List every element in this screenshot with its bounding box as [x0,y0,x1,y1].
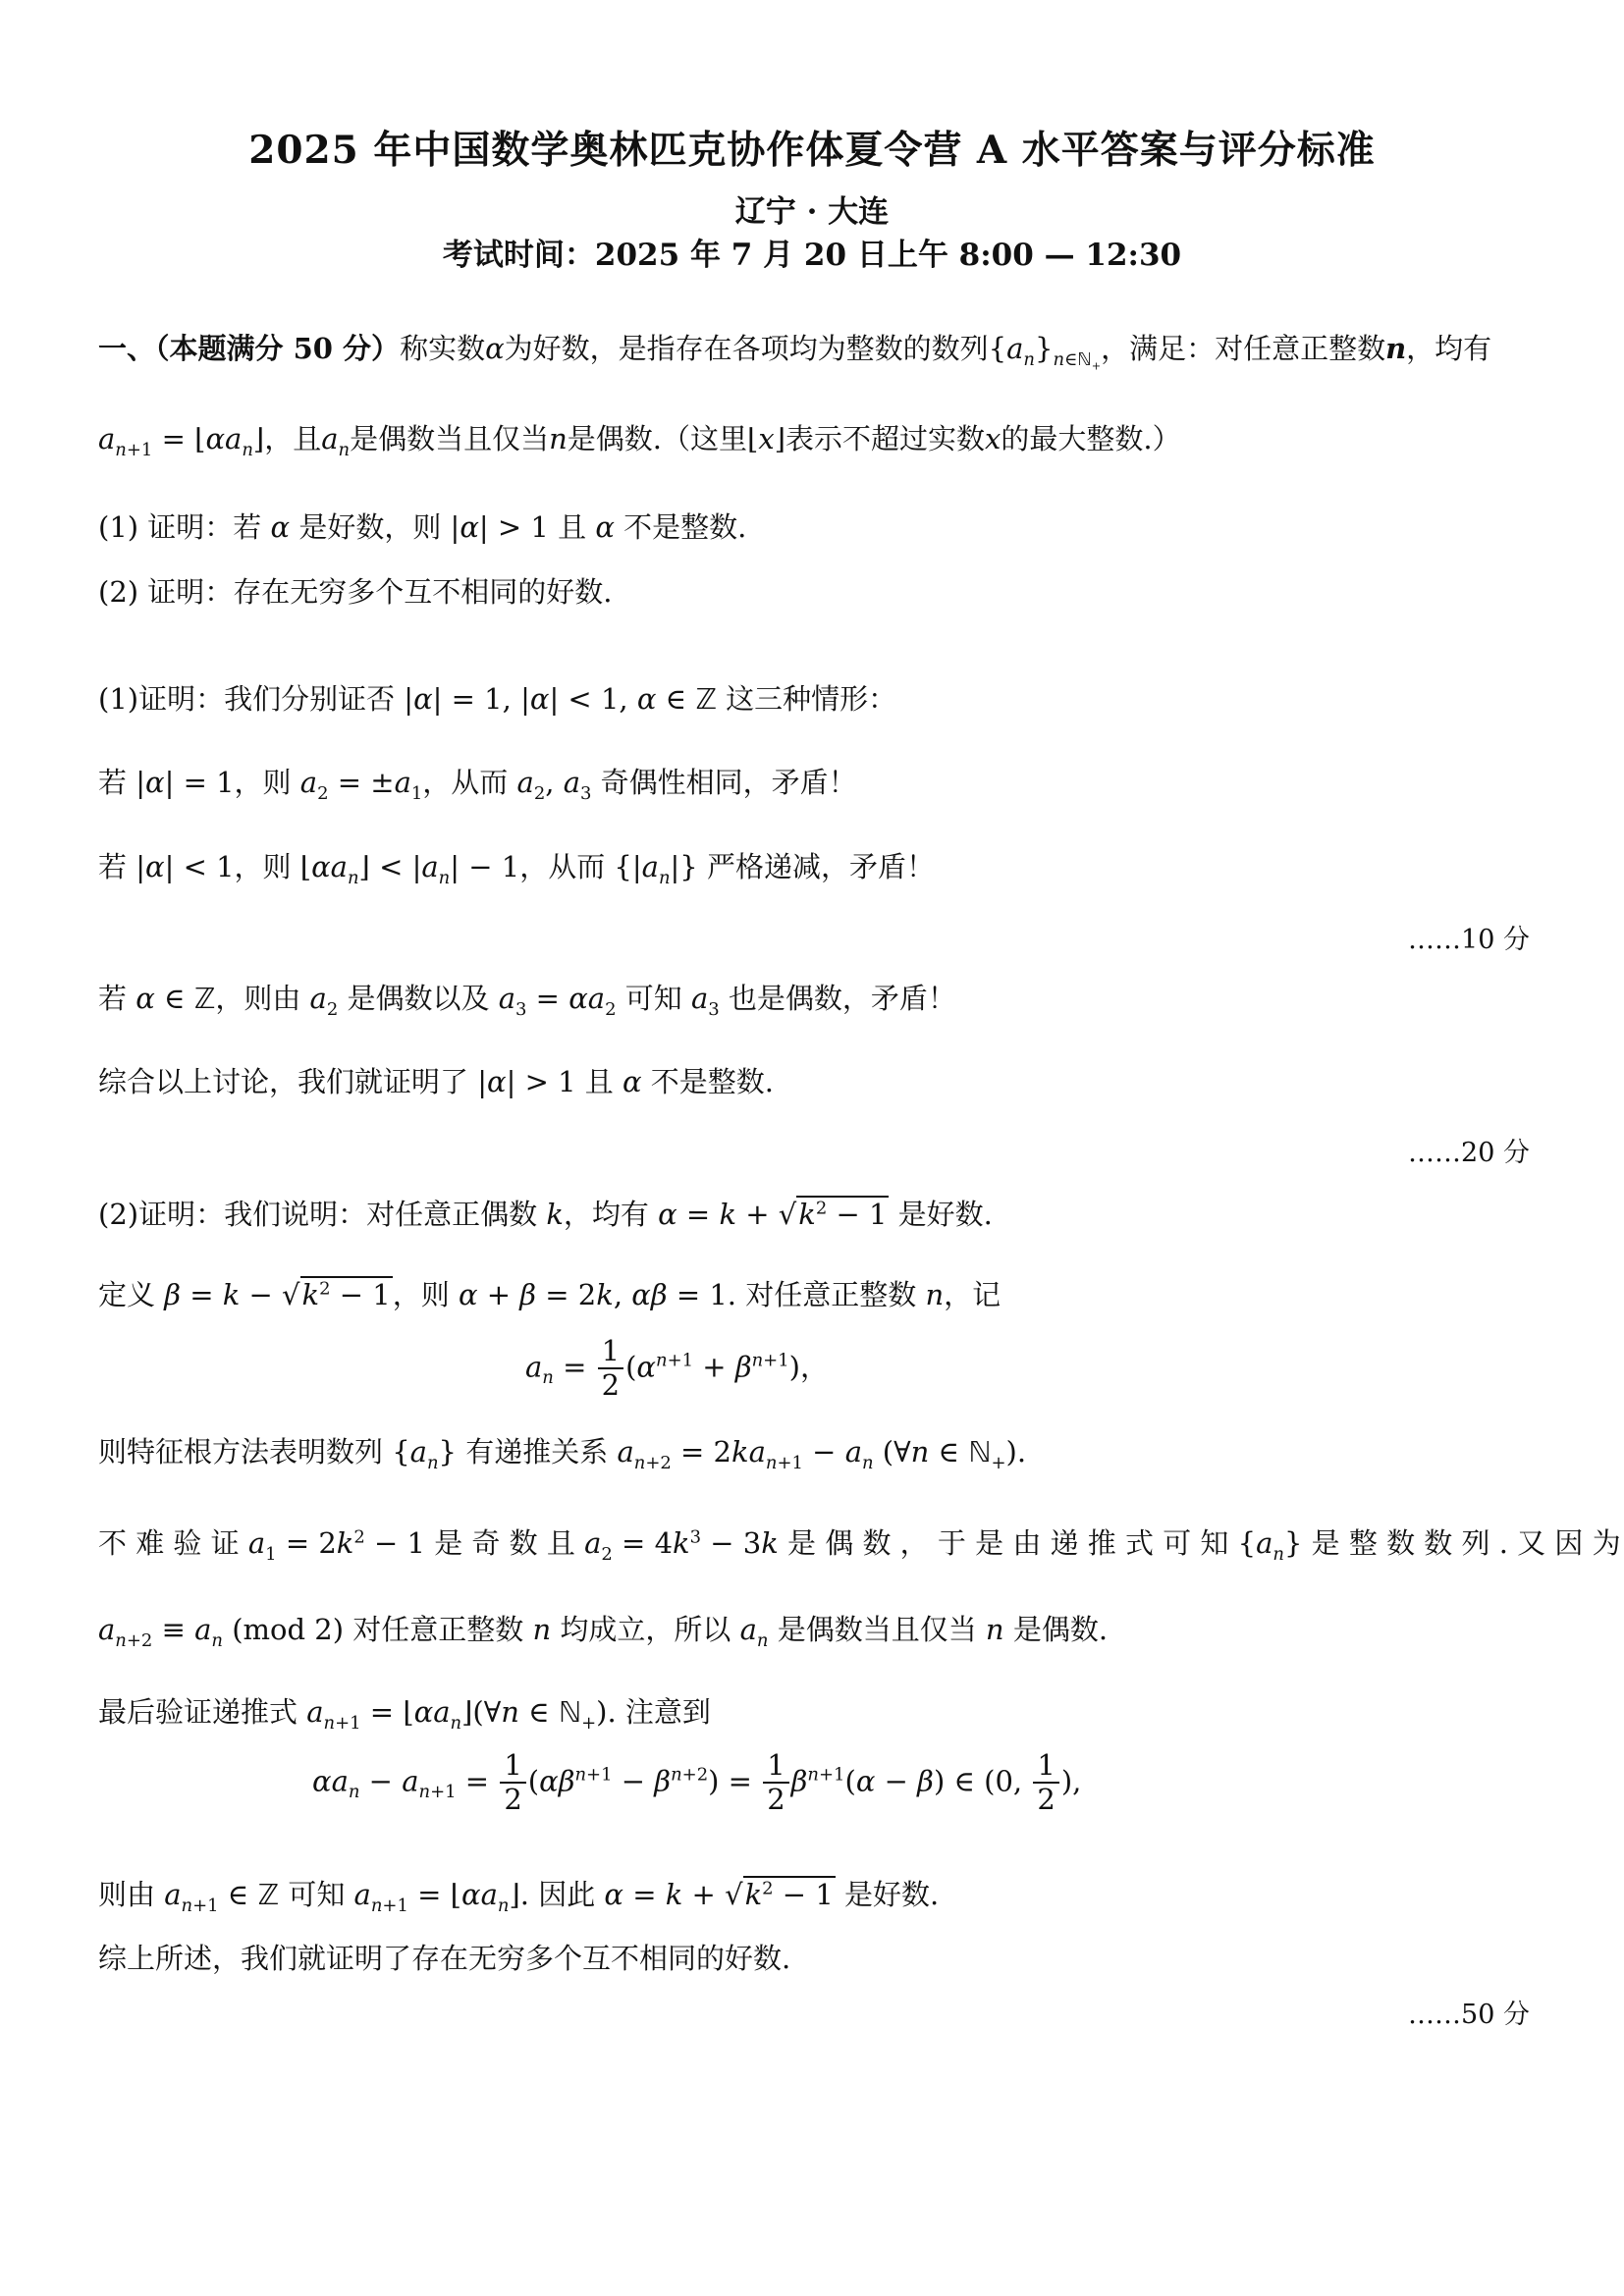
proof-1-intro: (1)证明：我们分别证否 |α| = 1, |α| < 1, α ∈ ℤ 这三种情形： [98,682,897,716]
proof-1-case-1: 若 |α| = 1，则 $a_2 = \pm a_1$，从而 $a_2$, $a_3$ 奇偶性相同，矛盾！ [98,766,857,804]
page-title: 2025 年中国数学奥林匹克协作体夏令营 A 水平答案与评分标准 [248,128,1376,173]
proof-2-final-verify: 最后验证递推式 $a_{n+1}$ = $⌊\alpha a_n⌋(\forall n$ ∈ ℕ$_+$). 注意到 [98,1695,711,1734]
exam-time: 考试时间：2025 年 7 月 20 日上午 8:00 — 12:30 [442,238,1182,273]
formula-an: $a_n$ = $\frac{1}{2}$ $(\alpha^{n+1} + \beta^{n+1})$， [525,1334,829,1403]
score-mark-50: ……50 分 [1408,2000,1530,2030]
proof-1-conclusion: 综合以上讨论，我们就证明了 |α| > 1 且 α 不是整数. [98,1065,775,1098]
proof-1-case-3: 若 α ∈ ℤ，则由 $a_2$ 是偶数以及 $a_3 = \alpha a_2$ 可知 $a_3$ 也是偶数，矛盾！ [98,982,956,1020]
proof-2-recurrence: 则特征根方法表明数列 $\{a_n\}$ 有递推关系 $a_{n+2} = 2ka_{n+1} - a_n$ (∀n ∈ ℕ$_+$). [98,1435,1027,1473]
part-2-statement: (2) 证明：存在无穷多个互不相同的好数. [98,575,613,609]
score-mark-20: ……20 分 [1408,1138,1530,1168]
proof-2-intro: (2)证明：我们说明：对任意正偶数 k，均有 $\alpha = k + √k^2 - 1$ 是好数. [98,1198,993,1231]
problem-heading: 一、（本题满分 50 分） [98,332,401,365]
proof-1-case-2: 若 |α| < 1，则 $⌊\alpha a_n⌋ < |a_n| - 1$，从而 $\{|a_n|\}$ 严格递减，矛盾！ [98,850,935,888]
part-1-statement: (1) 证明：若 α 是好数，则 |α| > 1 且 α 不是整数. [98,510,747,544]
problem-statement-line-2: $a_{n+1}$ = $⌊\alpha a_n⌋$，且$a_n$是偶数当且仅当n是偶数.（这里⌊x⌋表示不超过实数x的最大整数.） [98,422,1181,460]
proof-2-define-beta: 定义 $\beta = k - √k^2 - 1$，则 α + β = 2k, αβ = 1. 对任意正整数 n，记 [98,1278,1001,1311]
problem-statement-line-1: 一、（本题满分 50 分）称实数α为好数，是指存在各项均为整数的数列$\{a_n\}_{n\in ℕ_+}$，满足：对任意正整数n，均有 [98,332,1492,373]
formula-difference: $\alpha a_n - a_{n+1}$ = $\frac{1}{2}$ $(\alpha\beta^{n+1} - \beta^{n+2})$ = $\frac{1}{2}$ $\beta^{n+1}(\alpha - \beta)$ ∈ (0, $\frac{1}{2}$ ), [312,1748,1082,1817]
proof-2-conclusion: 综上所述，我们就证明了存在无穷多个互不相同的好数. [98,1942,791,1975]
proof-2-verify-line-1: 不 难 验 证 $a_1 = 2k^2 - 1$ 是 奇 数 且 $a_2 = 4k^3 - 3k$ 是 偶 数 ， 于 是 由 递 推 式 可 知 $\{a_n\}$ 是 整 数 数 列 . 又 因 为 [98,1526,1621,1565]
proof-2-verify-line-2: $a_{n+2} \equiv a_n$ (mod 2) 对任意正整数 n 均成立，所以 $a_n$ 是偶数当且仅当 n 是偶数. [98,1613,1109,1651]
proof-2-good-number: 则由 $a_{n+1}$ ∈ ℤ 可知 $a_{n+1}$ = $⌊\alpha a_n⌋$. 因此 $\alpha = k + √k^2 - 1$ 是好数. [98,1878,940,1916]
location: 辽宁 · 大连 [734,194,890,230]
score-mark-10: ……10 分 [1408,925,1530,955]
